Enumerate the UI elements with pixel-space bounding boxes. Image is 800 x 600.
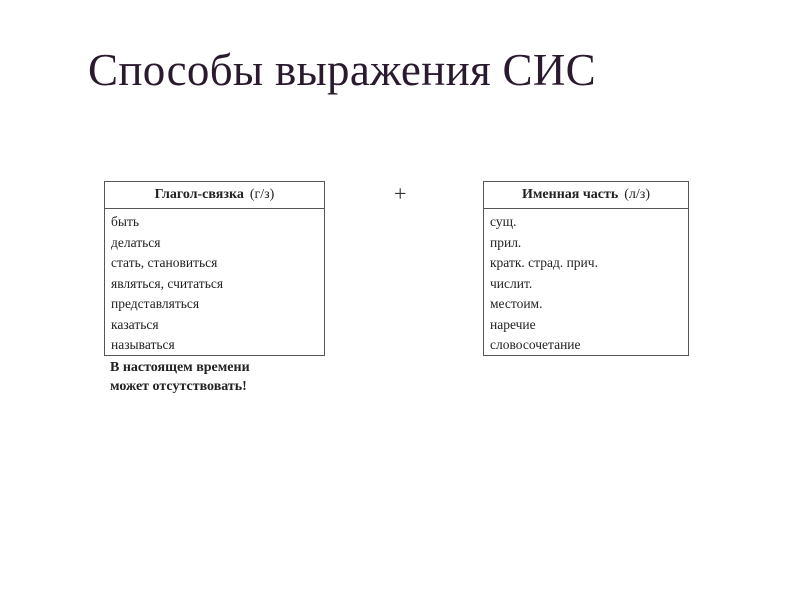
note-line-2: может отсутствовать! xyxy=(110,379,247,394)
list-item: быть xyxy=(111,214,139,229)
copula-column xyxy=(104,181,325,356)
plus-sign: + xyxy=(394,181,407,206)
copula-header-label: Глагол-связка xyxy=(154,187,244,202)
list-item: являться, считаться xyxy=(111,275,224,291)
present-tense-note xyxy=(110,358,250,396)
list-item: кратк. страд. прич. xyxy=(490,255,598,270)
list-item: стать, становиться xyxy=(111,255,218,270)
nominal-part-column xyxy=(483,181,689,356)
note-line-1: В настоящем времени xyxy=(110,360,250,375)
copula-column-header xyxy=(105,182,324,209)
list-item: словосочетание xyxy=(490,337,581,352)
expression-table xyxy=(104,181,689,356)
list-item: делаться xyxy=(111,234,161,250)
list-item: прил. xyxy=(490,234,522,250)
nominal-list xyxy=(484,209,688,356)
copula-header-abbr: (г/з) xyxy=(249,187,275,202)
slide-title: Способы выражения СИС xyxy=(88,45,596,95)
nominal-part-column-header xyxy=(484,182,688,209)
list-item: числит. xyxy=(490,275,533,291)
list-item: казаться xyxy=(111,316,159,332)
list-item: сущ. xyxy=(490,214,517,229)
list-item: местоим. xyxy=(490,296,543,311)
list-item: называться xyxy=(111,337,175,352)
nominal-header-abbr: (л/з) xyxy=(624,187,650,202)
list-item: наречие xyxy=(490,316,536,332)
list-item: представляться xyxy=(111,296,200,311)
copula-list xyxy=(105,209,324,356)
nominal-header-label: Именная часть xyxy=(522,187,619,202)
